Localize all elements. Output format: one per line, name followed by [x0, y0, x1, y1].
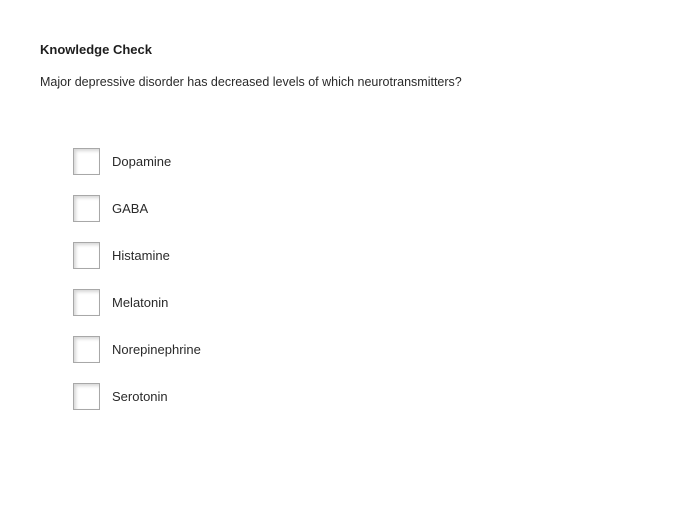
checkbox-gaba[interactable]	[73, 195, 100, 222]
question-text: Major depressive disorder has decreased levels of which neurotransmitters?	[40, 75, 462, 89]
checkbox-serotonin[interactable]	[73, 383, 100, 410]
option-norepinephrine[interactable]	[73, 336, 201, 363]
option-label-melatonin: Melatonin	[112, 295, 169, 310]
checkbox-dopamine[interactable]	[73, 148, 100, 175]
page-title: Knowledge Check	[40, 42, 152, 57]
option-histamine[interactable]	[73, 242, 201, 269]
checkbox-histamine[interactable]	[73, 242, 100, 269]
option-label-gaba: GABA	[112, 201, 149, 216]
option-dopamine[interactable]	[73, 148, 201, 175]
option-melatonin[interactable]	[73, 289, 201, 316]
option-gaba[interactable]	[73, 195, 201, 222]
checkbox-norepinephrine[interactable]	[73, 336, 100, 363]
option-label-serotonin: Serotonin	[112, 389, 168, 404]
option-serotonin[interactable]	[73, 383, 201, 410]
option-label-histamine: Histamine	[112, 248, 170, 263]
answer-options	[73, 148, 201, 430]
option-label-norepinephrine: Norepinephrine	[112, 342, 201, 357]
checkbox-melatonin[interactable]	[73, 289, 100, 316]
option-label-dopamine: Dopamine	[112, 154, 172, 169]
